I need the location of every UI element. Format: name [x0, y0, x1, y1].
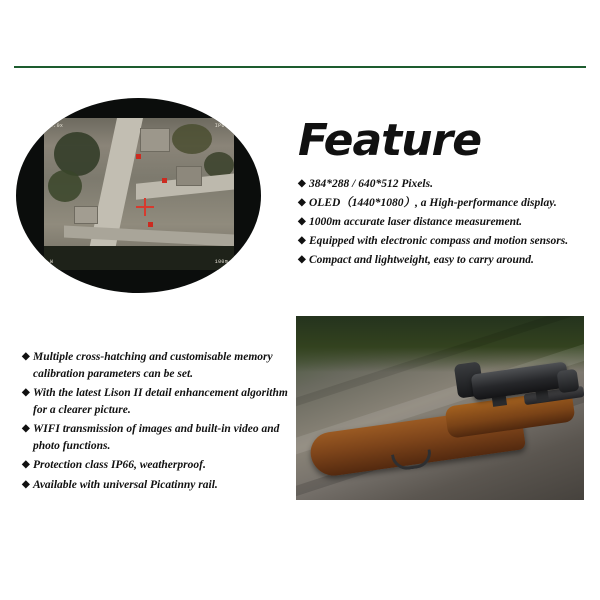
- diamond-bullet-icon: ◆: [298, 178, 306, 189]
- diamond-bullet-icon: ◆: [298, 254, 306, 265]
- building-shape: [176, 166, 202, 186]
- target-marker-icon: [136, 154, 141, 159]
- osd-top-left: 4.0x: [50, 123, 64, 129]
- lower-bullet-text: WIFI transmission of images and built-in video and photo functions.: [33, 423, 280, 452]
- lower-feature-section: [22, 349, 290, 496]
- building-shape: [140, 128, 170, 152]
- diamond-bullet-icon: ◆: [22, 478, 30, 490]
- feature-bullet-item: [298, 252, 590, 268]
- diamond-bullet-icon: ◆: [22, 423, 30, 434]
- diamond-bullet-icon: ◆: [22, 387, 30, 398]
- osd-top-right: IP66: [214, 123, 228, 129]
- reticle-vertical-icon: [144, 198, 146, 216]
- feature-section: [298, 115, 590, 271]
- lower-bullet-item: [22, 421, 290, 454]
- lower-bullet-text: With the latest Lison II detail enhancement algorithm for a clearer picture.: [33, 387, 288, 416]
- lower-bullet-text: Available with universal Picatinny rail.: [33, 478, 218, 491]
- rifle-product-image: [296, 316, 584, 500]
- feature-bullet-item: [298, 195, 590, 211]
- diamond-bullet-icon: ◆: [298, 216, 306, 227]
- lower-bullet-item: [22, 385, 290, 418]
- building-shape: [74, 206, 98, 224]
- target-marker-icon: [162, 178, 167, 183]
- diamond-bullet-icon: ◆: [298, 197, 306, 208]
- diamond-bullet-icon: ◆: [22, 459, 30, 470]
- vegetation-shape: [172, 124, 212, 154]
- page-title: Feature: [298, 115, 482, 166]
- osd-bottom-right: 100m: [214, 259, 228, 265]
- feature-bullet-item: [298, 176, 590, 192]
- top-divider: [14, 66, 586, 68]
- lower-bullet-item: [22, 349, 290, 382]
- lower-feature-bullet-list: [22, 349, 290, 493]
- target-marker-icon: [148, 222, 153, 227]
- feature-bullet-text: Equipped with electronic compass and motion sensors.: [309, 235, 569, 247]
- shadow-band: [44, 246, 234, 270]
- lower-bullet-item: [22, 457, 290, 474]
- feature-bullet-list: [298, 176, 590, 268]
- feature-bullet-item: [298, 214, 590, 230]
- feature-bullet-text: OLED（1440*1080）, a High-performance display.: [309, 197, 557, 209]
- lower-bullet-text: Protection class IP66, weatherproof.: [33, 459, 206, 471]
- lower-bullet-text: Multiple cross-hatching and customisable memory calibration parameters can be set.: [33, 351, 273, 380]
- vegetation-shape: [48, 170, 82, 202]
- diamond-bullet-icon: ◆: [22, 351, 30, 362]
- feature-bullet-item: [298, 233, 590, 249]
- diamond-bullet-icon: ◆: [298, 235, 306, 246]
- lower-bullet-item: [22, 477, 290, 494]
- scope-view-frame: [44, 118, 234, 270]
- scope-eyepiece: [557, 369, 580, 394]
- feature-bullet-text: 384*288 / 640*512 Pixels.: [309, 178, 433, 190]
- feature-bullet-text: Compact and lightweight, easy to carry around.: [309, 254, 534, 266]
- feature-bullet-text: 1000m accurate laser distance measurement.: [309, 216, 523, 228]
- scope-view-image: [16, 98, 261, 293]
- osd-bottom-left: W: [50, 259, 54, 265]
